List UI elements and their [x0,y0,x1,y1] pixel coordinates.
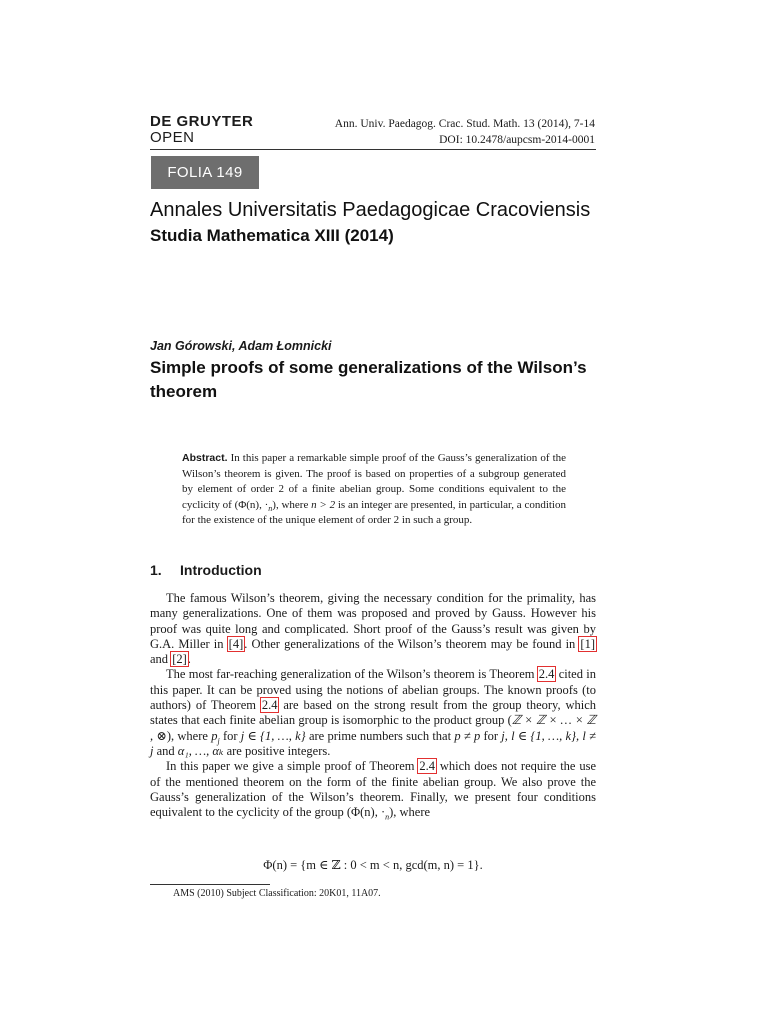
math-n-gt-2: n > 2 [311,498,336,511]
theorem-link[interactable]: 2.4 [419,759,435,774]
folia-badge: FOLIA 149 [151,156,259,189]
publisher-logo [150,114,253,145]
section-heading [150,562,262,578]
paragraph-text: for [480,728,502,743]
section-title: Introduction [180,562,262,578]
abstract [182,451,566,529]
journal-citation: Ann. Univ. Paedagog. Crac. Stud. Math. 13 (2014), 7-14 [334,118,595,130]
paragraph-text: for [219,728,241,743]
paragraph-text: . [187,652,191,667]
math-pj: $p_j$ [211,728,220,746]
footnote: AMS (2010) Subject Classification: 20K01, 11A07. [173,888,381,899]
paragraph [150,591,596,667]
paragraph-text: and [153,743,178,758]
paragraph-text: which does not require the use of the mentioned theorem on the form of the finite abelian group. We also prove the Gauss’s generalization of the Wilson’s theorem. Finally, we present four conditions equivalent to the cyclicity of the group (Φ(n), · [150,759,597,820]
math-pj-ne-pl: p ≠ p [454,728,481,743]
paragraph-text: ), where [166,728,212,743]
publisher-name: DE GRUYTER [150,113,254,130]
journal-subtitle: Studia Mathematica XIII (2014) [150,226,394,245]
paragraph-text: are positive integers. [223,743,331,758]
paragraph-text: cited in this paper. It can be proved using the notions of abelian groups. The known proofs (to authors) of Theorem [150,667,596,713]
footnote-rule [150,884,270,885]
citation-link[interactable]: [4] [228,636,244,651]
doi: DOI: 10.2478/aupcsm-2014-0001 [439,134,595,146]
citation-link[interactable]: [2] [172,652,187,667]
intro-body [150,591,596,820]
abstract-label: Abstract. [182,452,228,464]
paragraph [150,759,596,820]
math-product-group: ℤ × ℤ × … × ℤ , ⊗ [150,713,596,743]
paragraph-text: The most far-reaching generalization of the Wilson’s theorem is Theorem [166,667,538,682]
abstract-text: ), where [272,498,312,511]
paragraph [150,667,596,759]
math-j-range: j ∈ {1, …, k} [240,728,306,743]
abstract-text: In this paper a remarkable simple proof of the Gauss’s generalization of the Wilson’s theorem is given. The proof is based on properties of a subgroup generated by element of order 2 of a finite abelian group. Some conditions equivalent to the cyclicity of (Φ(n), · [182,452,567,511]
paragraph-text: The famous Wilson’s theorem, giving the necessary condition for the primality, has many generalizations. One of them was proposed and proved by Gauss. However his proof was quite long and complicated. Short proof of the Gauss’s result was given by G.A. Miller in [150,591,596,651]
math-alphas: α₁, …, αₖ [177,743,224,758]
section-number: 1. [150,562,162,578]
math-n: n [385,812,390,822]
paragraph-text: In this paper we give a simple proof of Theorem [166,759,419,774]
paragraph-text: are prime numbers such that [305,728,455,743]
publisher-open: OPEN [150,129,195,146]
theorem-link[interactable]: 2.4 [261,698,278,713]
display-equation: Φ(n) = {m ∈ ℤ : 0 < m < n, gcd(m, n) = 1}. [263,858,483,872]
abstract-text: is an integer are presented, in particular, a condition for the existence of the unique element of order 2 in such a group. [182,498,566,527]
citation-link[interactable]: [1] [580,636,595,651]
theorem-link[interactable]: 2.4 [538,667,555,682]
paper-title: Simple proofs of some generalizations of the Wilson’s theorem [150,358,587,401]
paper-authors: Jan Górowski, Adam Łomnicki [150,339,332,353]
header-rule [150,149,596,150]
math-jl-range: j, l ∈ {1, …, k}, l ≠ j [150,728,597,758]
journal-title: Annales Universitatis Paedagogicae Cracoviensis [150,199,591,221]
journal-reference [335,116,595,148]
math-n: n [268,503,273,513]
paragraph-text: ), where [389,805,431,820]
paragraph-text: and [150,652,172,667]
paragraph-text: . Other generalizations of the Wilson’s theorem may be found in [244,636,580,651]
paragraph-text: are based on the strong result from the group theory, which states that each finite abelian group is isomorphic to the product group ( [150,698,597,728]
